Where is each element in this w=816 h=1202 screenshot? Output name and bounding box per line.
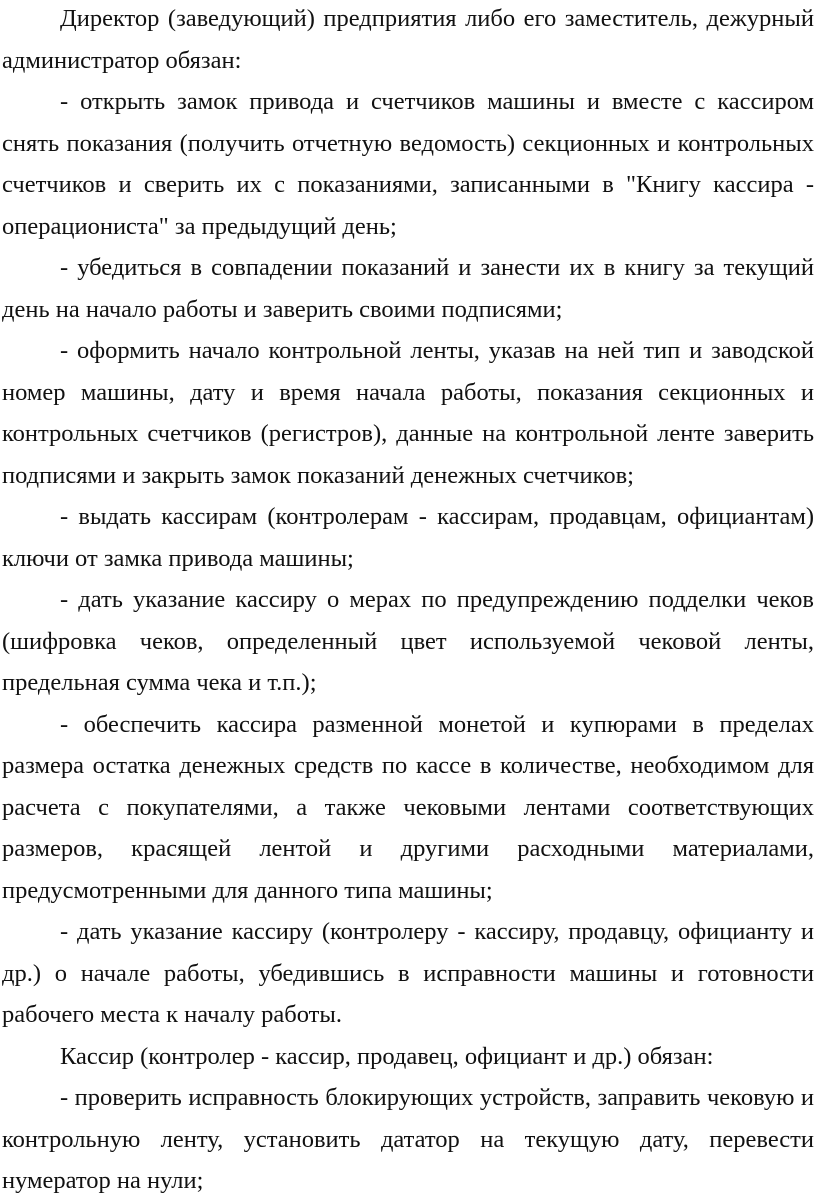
paragraph-check-devices: - проверить исправность блокирующих устройств, заправить чековую и контрольную ленту, установить дататор на текущую дату, перевести нумератор на нули; [2, 1084, 814, 1194]
paragraph-verify-readings: - убедиться в совпадении показаний и занести их в книгу за текущий день на начало работы и заверить своими подписями; [2, 254, 814, 323]
paragraph-provide-change: - обеспечить кассира разменной монетой и купюрами в пределах размера остатка денежных средств по кассе в количестве, необходимом для расчета с покупателями, а также чековыми лентами соответствующих размеров, красящей лентой и другими расходными материалами, предусмотренными для данного типа машины; [2, 710, 814, 904]
paragraph-control-tape: - оформить начало контрольной ленты, указав на ней тип и заводской номер машины, дату и время начала работы, показания секционных и контрольных счетчиков (регистров), данные на контрольной ленте заверить подписями и закрыть замок показаний денежных счетчиков; [2, 337, 814, 489]
paragraph-forgery-prevention: - дать указание кассиру о мерах по предупреждению подделки чеков (шифровка чеков, определенный цвет используемой чековой ленты, предельная сумма чека и т.п.); [2, 586, 814, 696]
paragraph-open-lock: - открыть замок привода и счетчиков машины и вместе с кассиром снять показания (получить отчетную ведомость) секционных и контрольных счетчиков и сверить их с показаниями, записанными в "Книгу кассира - операциониста" за предыдущий день; [2, 88, 814, 240]
paragraph-start-work: - дать указание кассиру (контролеру - кассиру, продавцу, официанту и др.) о начале работы, убедившись в исправности машины и готовности рабочего места к началу работы. [2, 918, 814, 1028]
paragraph-director-duties-intro: Директор (заведующий) предприятия либо его заместитель, дежурный администратор обязан: [2, 5, 814, 74]
paragraph-issue-keys: - выдать кассирам (контролерам - кассирам, продавцам, официантам) ключи от замка привода машины; [2, 503, 814, 572]
paragraph-cashier-duties-intro: Кассир (контролер - кассир, продавец, официант и др.) обязан: [60, 1042, 714, 1070]
document-page [2, 0, 814, 1202]
